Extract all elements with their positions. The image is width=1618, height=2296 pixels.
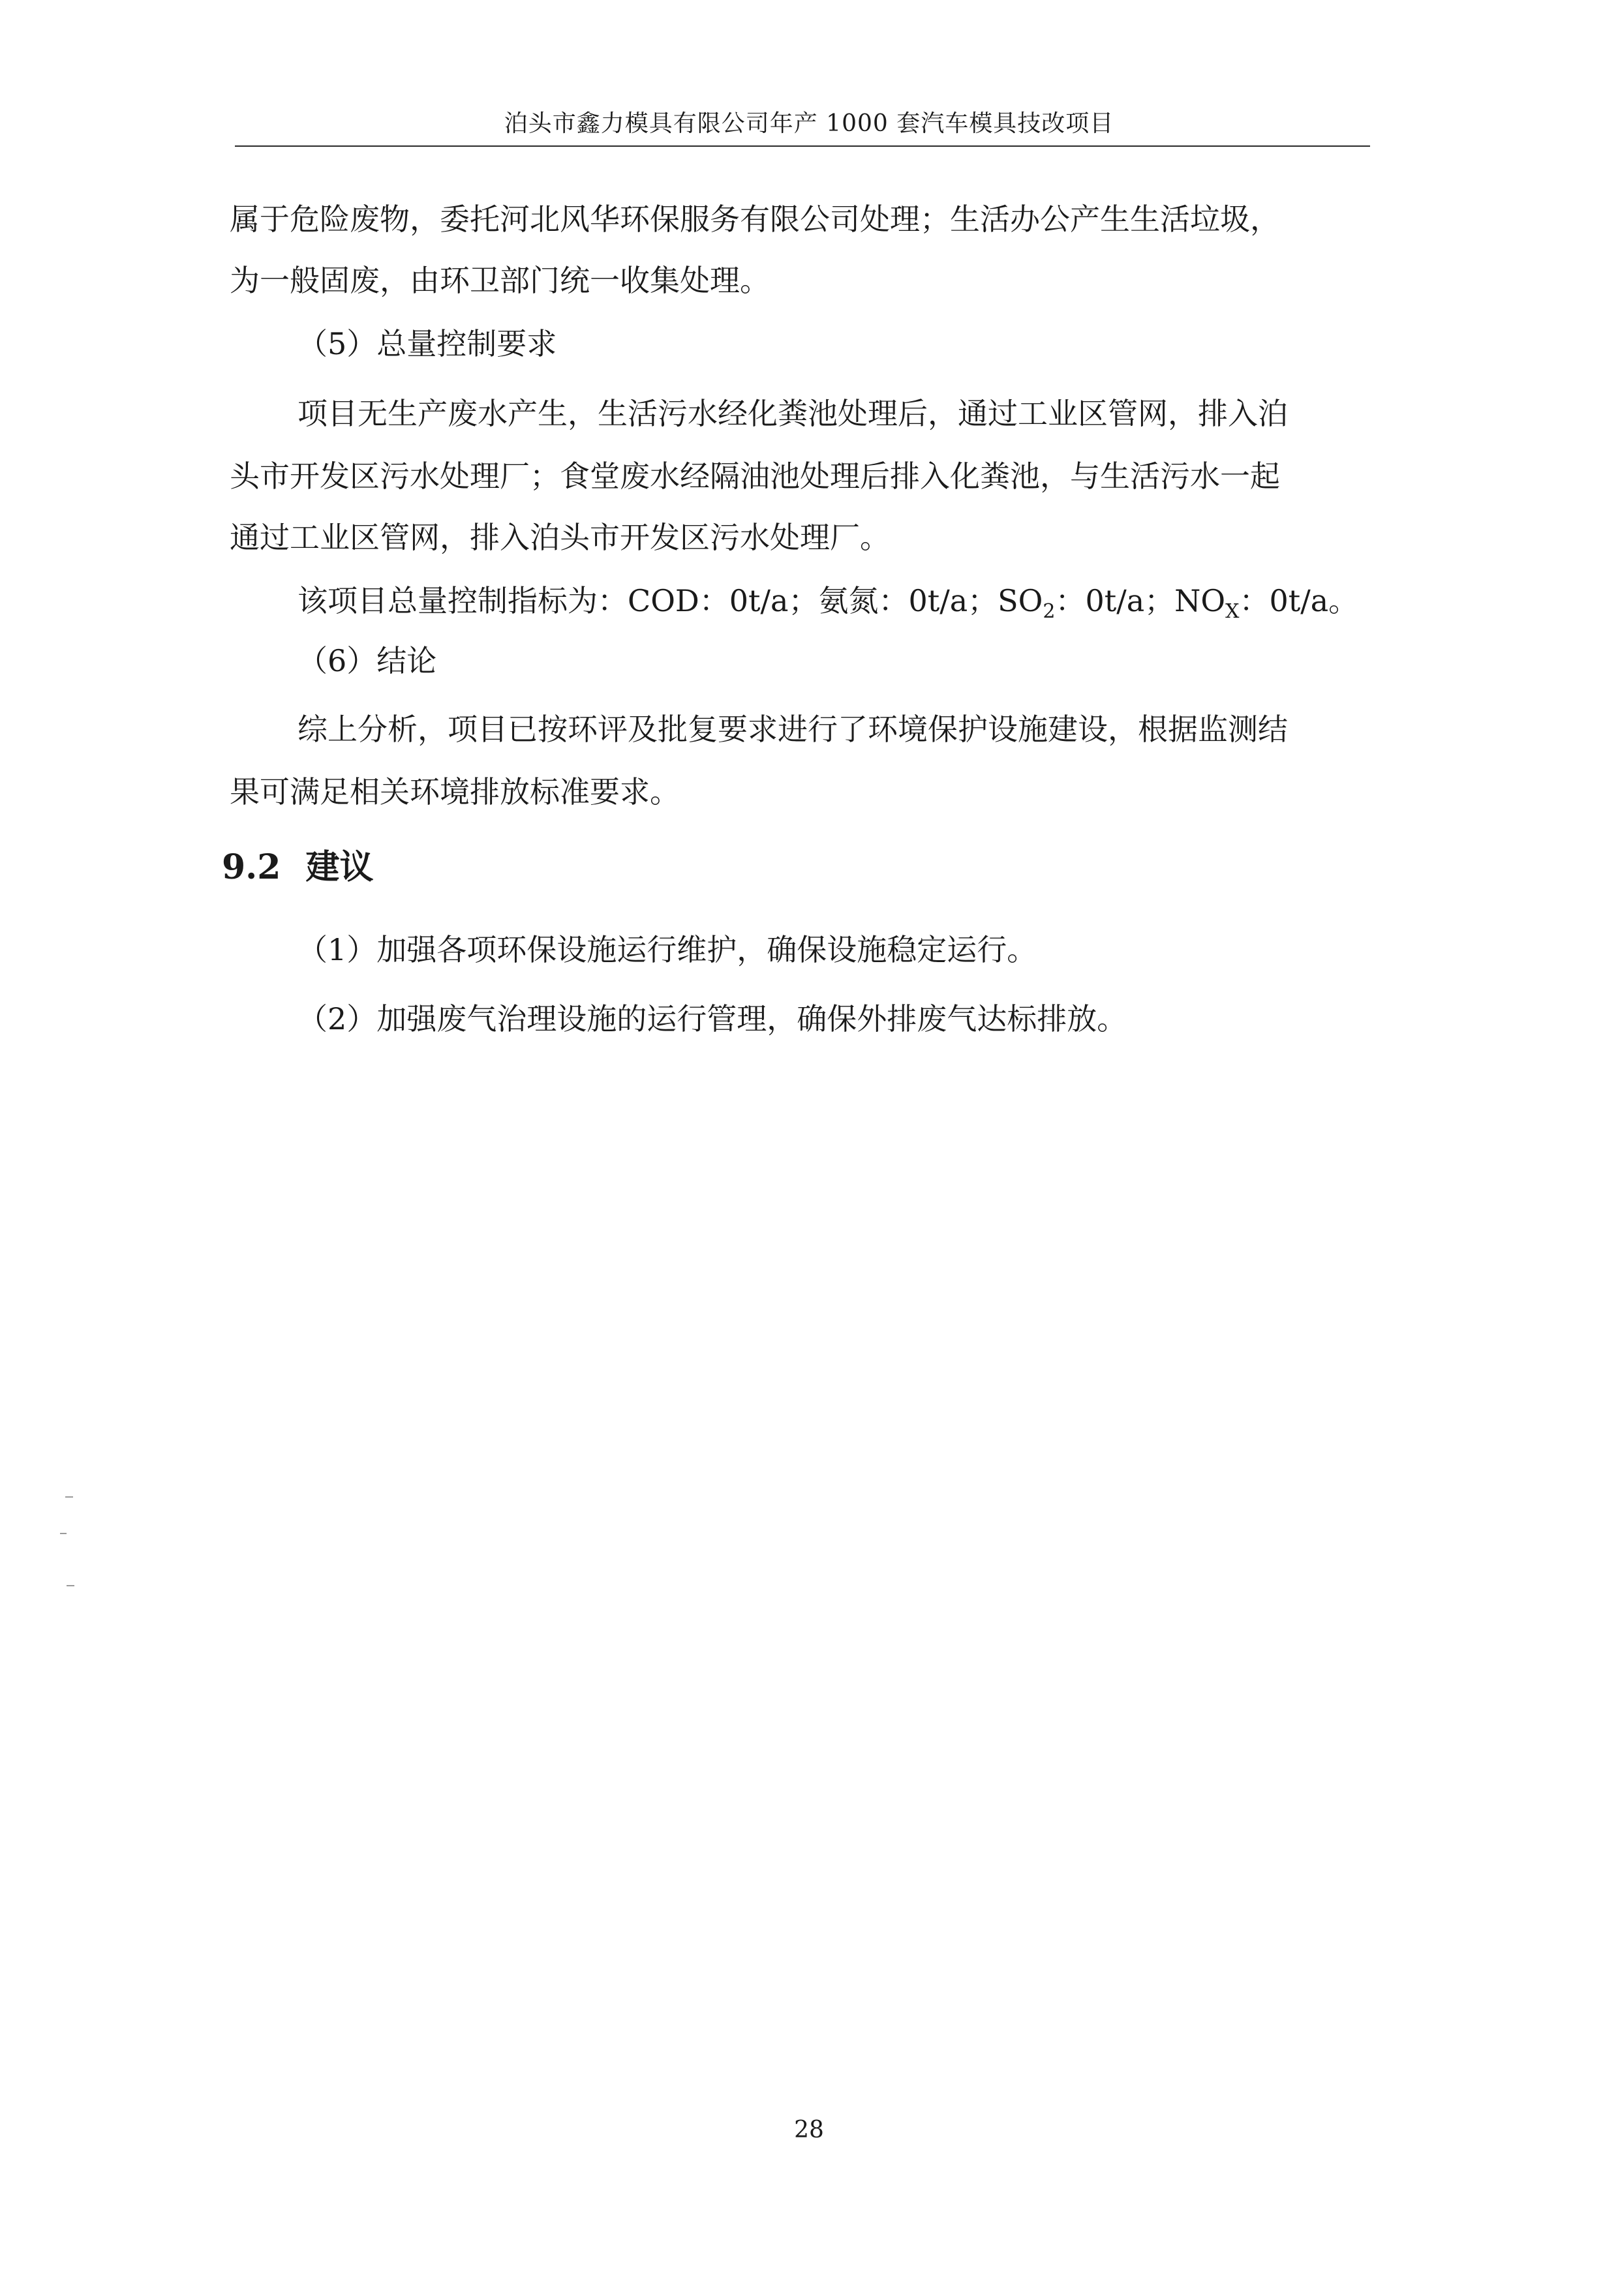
paragraph-line: 通过工业区管网，排入泊头市开发区污水处理厂。	[230, 520, 890, 555]
paragraph-line: 果可满足相关环境排放标准要求。	[230, 774, 680, 809]
scan-artifact	[65, 1496, 73, 1498]
paragraph-line: 属于危险废物，委托河北风华环保服务有限公司处理；生活办公产生生活垃圾，	[230, 202, 1280, 237]
subsection-heading-5: （5）总量控制要求	[298, 326, 557, 361]
indicator-text: 该项目总量控制指标为：COD：0t/a；氨氮：0t/a；SO	[298, 583, 1043, 618]
paragraph-line: 项目无生产废水产生，生活污水经化粪池处理后，通过工业区管网，排入泊	[298, 396, 1288, 431]
header-divider	[235, 145, 1370, 147]
recommendation-item-1: （1）加强各项环保设施运行维护，确保设施稳定运行。	[298, 932, 1037, 967]
paragraph-line: 头市开发区污水处理厂；食堂废水经隔油池处理后排入化粪池，与生活污水一起	[230, 459, 1280, 494]
scan-artifact	[67, 1585, 74, 1586]
paragraph-line: 综上分析，项目已按环评及批复要求进行了环境保护设施建设，根据监测结	[298, 712, 1288, 747]
total-control-indicators	[298, 581, 1358, 631]
scan-artifact	[60, 1533, 67, 1534]
page-number: 28	[794, 2117, 824, 2143]
indicator-text: ：0t/a；NO	[1055, 583, 1226, 618]
nox-subscript: X	[1225, 600, 1240, 624]
section-number: 9.2	[222, 847, 281, 887]
paragraph-line: 为一般固废，由环卫部门统一收集处理。	[230, 263, 770, 298]
header-title: 泊头市鑫力模具有限公司年产 1000 套汽车模具技改项目	[504, 110, 1114, 137]
so2-subscript: 2	[1043, 600, 1056, 624]
section-heading	[222, 847, 373, 888]
recommendation-item-2: （2）加强废气治理设施的运行管理，确保外排废气达标排放。	[298, 1001, 1127, 1036]
section-title: 建议	[305, 847, 374, 887]
indicator-text: ：0t/a。	[1239, 583, 1359, 618]
subsection-heading-6: （6）结论	[298, 643, 437, 678]
